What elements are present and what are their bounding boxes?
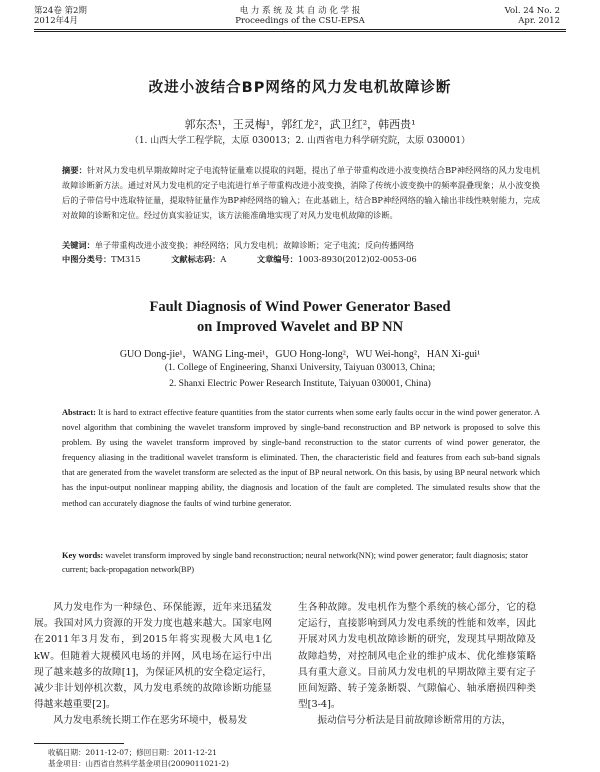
volume-cn: 第24卷 第2期 [34,6,87,16]
affiliation-en-1: (1. College of Engineering, Shanxi University, Taiyuan 030013, China; [164,363,436,373]
doc-value: A [220,254,227,264]
abstract-label-cn: 摘要： [62,165,87,175]
affiliation-en-2: 2. Shanxi Electric Power Research Institute, Taiyuan 030001, China) [169,379,431,389]
volume-en: Vol. 24 No. 2 [504,6,560,16]
footnote-fund: 基金项目：山西省自然科学基金项目(2009011021-2) [48,759,229,768]
body-column-right [298,600,536,730]
body-paragraph: 振动信号分析法是目前故障诊断常用的方法， [317,715,512,727]
header-rule-thin [34,31,566,32]
issue-info-cn [34,6,87,26]
date-en: Apr. 2012 [518,16,560,26]
affiliation-cn: （1. 山西大学工程学院，太原 030013；2. 山西省电力科学研究院，太原 030001） [129,136,471,146]
class-value: TM315 [111,254,141,264]
body-column-left [34,600,272,730]
keywords-text-en: wavelet transform improved by single band reconstruction; neural network(NN); wind power generator; fault diagnosis; stator current; back-propagation network(BP) [62,551,529,574]
abstract-en [62,405,540,511]
authors-en: GUO Dong-jie¹，WANG Ling-mei¹，GUO Hong-long²，WU Wei-hong²，HAN Xi-gui¹ [119,349,481,360]
abstract-cn [62,163,540,223]
body-paragraph: 风力发电作为一种绿色、环保能源，近年来迅猛发展。我国对风力资源的开发力度也越来越大。国家电网在2011年3月发布，到2015年将实现极大风电1亿kW。但随着大规模风电场的并网，风电场在运行中出现了越来越多的故障[1]，为保证风机的安全稳定运行，减少非计划停机次数，风力发电系统的故障诊断功能显得越来越重要[2]。 [34,602,272,711]
abstract-text-cn: 针对风力发电机早期故障时定子电流特征量难以提取的问题，提出了单子带重构改进小波变换结合BP神经网络的风力发电机故障诊断新方法。通过对风力发电机的定子电流进行单子带重构改进小波变换，消除了传统小波变换中的频率混叠现象；从小波变换后的子带信号中选取特征量，提取特征量作为BP神经网络的输入；在此基础上，结合BP神经网络的输入输出非线性映射能力，完成对故障的诊断和定位。经过仿真实验证实，该方法能准确地实现了对风力发电机故障的诊断。 [62,165,540,220]
body-paragraph: 风力发电系统长期工作在恶劣环境中，极易发 [53,715,248,727]
keywords-label-en: Key words: [62,551,104,560]
authors-cn: 郭东杰¹，王灵梅¹，郭红龙²，武卫红²，韩西贵¹ [184,118,416,131]
date-cn: 2012年4月 [34,16,79,26]
affiliation-en [40,360,560,392]
keywords-label-cn: 关键词： [62,240,95,250]
keywords-en [62,549,540,577]
doc-label: 文献标志码： [171,254,221,264]
journal-name-cn: 电 力 系 统 及 其 自 动 化 学 报 [239,6,361,16]
issue-info-en [505,6,560,26]
article-value: 1003-8930(2012)02-0053-06 [297,254,417,264]
journal-name [170,6,430,26]
paper-title-en [40,297,560,337]
paper-title-cn: 改进小波结合BP网络的风力发电机故障诊断 [148,80,452,96]
footnote-rule [34,743,124,744]
title-en-line1: Fault Diagnosis of Wind Power Generator Based [149,299,451,315]
keywords-cn [62,239,540,251]
abstract-label-en: Abstract: [62,408,96,417]
footnote-received: 收稿日期：2011-12-07；修回日期：2011-12-21 [48,748,217,757]
title-en-line2: on Improved Wavelet and BP NN [196,319,404,335]
header-rule [34,29,566,30]
class-label: 中图分类号： [62,254,112,264]
body-paragraph: 生各种故障。发电机作为整个系统的核心部分，它的稳定运行，直接影响到风力发电系统的性能和效率，因此开展对风力发电机故障诊断的研究，发现其早期故障及故障趋势，对控制风电企业的维护成本、优化维修策略具有重大意义。目前风力发电机的早期故障主要有定子匝间短路、转子笼条断裂、气隙偏心、轴承磨损四种类型[3-4]。 [298,602,536,711]
journal-name-en: Proceedings of the CSU-EPSA [235,16,365,26]
keywords-text-cn: 单子带重构改进小波变换；神经网络；风力发电机；故障诊断；定子电流；反向传播网络 [94,240,415,250]
article-label: 文章编号： [256,254,298,264]
classification-line [62,253,540,265]
abstract-text-en: It is hard to extract effective feature quantities from the stator currents when some early faults occur in the wind power generator. A novel algorithm that combining the wavelet transform improved by single-band reconstruction and BP network is proposed to solve this problem. By using the wavelet transform improved by single-band reconstruction to the stator currents of wind power generator, the frequency aliasing in the traditional wavelet transform is eliminated. Then, the characteristic field and features from each sub-band signals that are generated from the wavelet transform are selected as the input of BP neural network. On this basis, by using BP neural network which has the input-output nonlinear mapping ability, the diagnosis and location of the fault are completed. The simulated results show that the method can accurately diagnose the faults of wind turbine generator. [62,408,541,508]
